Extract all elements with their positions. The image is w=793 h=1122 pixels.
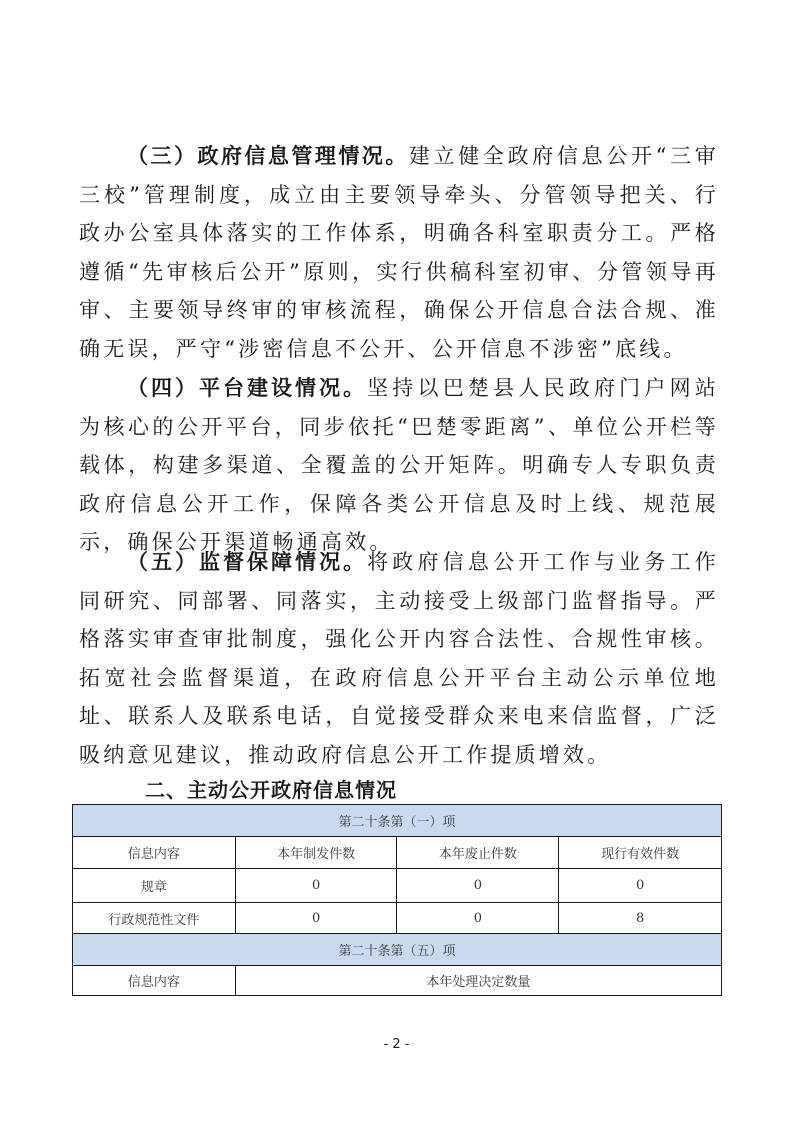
column-header: 本年处理决定数量 [235, 966, 721, 996]
table-cell: 0 [235, 903, 397, 934]
table-cell: 规章 [73, 869, 236, 903]
paragraph-lead: （四）平台建设情况。 [127, 376, 368, 400]
table-column-header-row [73, 837, 722, 869]
table-row [73, 869, 722, 903]
page-number: - 2 - [383, 1037, 410, 1052]
table-section-header [73, 805, 722, 837]
table-cell: 0 [559, 869, 722, 903]
paragraph-body: 坚持以巴楚县人民政府门户网站为核心的公开平台，同步依托“巴楚零距离”、单位公开栏等载体，构建多渠道、全覆盖的公开矩阵。明确专人专职负责政府信息公开工作，保障各类公开信息及时上线、规范展示，确保公开渠道畅通高效。 [79, 376, 719, 554]
paragraph-platform-construction [79, 369, 719, 562]
table-cell: 8 [559, 903, 722, 934]
section-header-cell: 第二十条第（五）项 [73, 934, 722, 966]
table-column-header-row [73, 966, 722, 996]
table-cell: 0 [397, 869, 559, 903]
column-header: 信息内容 [73, 966, 236, 996]
disclosure-table [72, 804, 722, 996]
paragraph-body: 将政府信息公开工作与业务工作同研究、同部署、同落实，主动接受上级部门监督指导。严格落实审查审批制度，强化公开内容合法性、合规性审核。拓宽社会监督渠道，在政府信息公开平台主动公示单位地址、联系人及联系电话，自觉接受群众来电来信监督，广泛吸纳意见建议，推动政府信息公开工作提质增效。 [79, 550, 719, 767]
column-header: 现行有效件数 [559, 837, 722, 869]
table-cell: 0 [235, 869, 397, 903]
paragraph-lead: （三）政府信息管理情况。 [127, 144, 409, 168]
column-header: 本年制发件数 [235, 837, 397, 869]
table-cell: 行政规范性文件 [73, 903, 236, 934]
table-section-header [73, 934, 722, 966]
paragraph-body: 建立健全政府信息公开“三审三校”管理制度，成立由主要领导牵头、分管领导把关、行政办公室具体落实的工作体系，明确各科室职责分工。严格遵循“先审核后公开”原则，实行供稿科室初审、分管领导再审、主要领导终审的审核流程，确保公开信息合法合规、准确无误，严守“涉密信息不公开、公开信息不涉密”底线。 [79, 144, 719, 361]
section-heading: 二、主动公开政府信息情况 [145, 778, 397, 802]
section-header-cell: 第二十条第（一）项 [73, 805, 722, 837]
paragraph-lead: （五）监督保障情况。 [127, 550, 368, 574]
paragraph-supervision [79, 543, 719, 774]
table-cell: 0 [397, 903, 559, 934]
column-header: 本年废止件数 [397, 837, 559, 869]
table-row [73, 903, 722, 934]
paragraph-info-management [79, 137, 719, 368]
column-header: 信息内容 [73, 837, 236, 869]
